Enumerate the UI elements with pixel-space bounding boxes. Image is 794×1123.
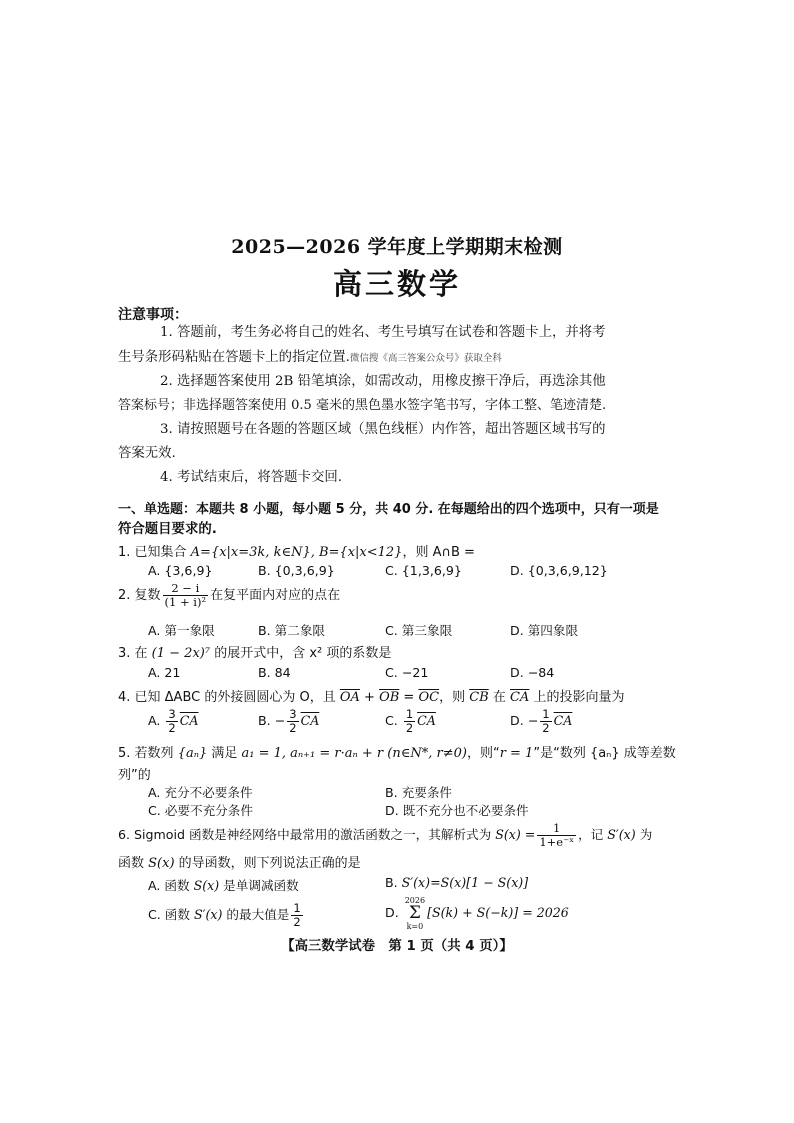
question-5-line2: 列”的 — [118, 768, 151, 783]
sigma-icon: Σ — [408, 903, 421, 923]
q4-stem-c: 在 — [488, 690, 510, 705]
question-1-stem — [118, 541, 475, 560]
q3-option-d: D. −84 — [510, 665, 555, 680]
q5-option-d: D. 既不充分也不必要条件 — [385, 803, 529, 818]
q6-line2-sx: S(x) — [148, 856, 175, 871]
q4-vector-oa: $\overline{OA}$ — [339, 690, 360, 705]
question-4-stem — [118, 686, 624, 705]
note-2-line2: 答案标号；非选择题答案使用 0.5 毫米的黑色墨水签字笔书写，字体工整、笔迹清楚. — [118, 398, 607, 413]
q6-line2-a: 函数 — [118, 856, 149, 871]
q4-opt-c-label: C. — [385, 713, 398, 728]
q4-vector-ob: $\overline{OB}$ — [379, 690, 400, 705]
question-3-stem — [118, 642, 391, 661]
q4-equals: = — [399, 690, 419, 705]
q6-option-a — [148, 875, 299, 894]
note-1-line2-text: 生号条形码粘贴在答题卡上的指定位置. — [118, 350, 350, 365]
q5-stem-a: 5. 若数列 — [118, 746, 178, 761]
q4-stem-a: 4. 已知 ΔABC 的外接圆圆心为 O，且 — [118, 690, 340, 705]
q4-option-b — [258, 708, 319, 735]
question-2-stem — [118, 582, 340, 609]
q6-sprime: S′(x) — [607, 827, 636, 842]
q6-sigmoid-fraction — [537, 822, 576, 849]
q1-option-a: A. {3,6,9} — [148, 563, 213, 578]
note-3-line1: 3. 请按照题号在各题的答题区域（黑色线框）内作答，超出答题区域书写的 — [160, 422, 606, 437]
q4-opt-b-num: 3 — [289, 707, 297, 721]
q4-opt-b-vector: $\overline{CA}$ — [300, 713, 320, 728]
q6-stem-a: 6. Sigmoid 函数是神经网络中最常用的激活函数之一，其解析式为 — [118, 827, 496, 842]
note-2-line1: 2. 选择题答案使用 2B 铅笔填涂，如需改动，用橡皮擦干净后，再选涂其他 — [160, 374, 606, 389]
q4-opt-c-num: 1 — [405, 707, 414, 721]
q1-option-b: B. {0,3,6,9} — [258, 563, 335, 578]
q5-stem-d: ”是“数列 {aₙ} 成等差数 — [533, 746, 676, 761]
q6-option-b — [385, 875, 528, 890]
q4-stem-b: ，则 — [439, 690, 470, 705]
q1-sets: A={x|x=3k, k∈N}, B={x|x<12} — [190, 545, 403, 560]
q3-stem-a: 3. 在 — [118, 646, 152, 661]
q4-option-a — [148, 708, 198, 735]
q6-option-c — [148, 902, 305, 929]
exam-title: 2025—2026 学年度上学期期末检测 — [231, 236, 563, 258]
q4-opt-a-fraction — [166, 708, 177, 735]
q4-opt-d-vector: $\overline{CA}$ — [553, 713, 573, 728]
q2-fraction — [163, 582, 209, 609]
q6-option-d — [385, 896, 569, 931]
q1-stem-b: ，则 A∩B = — [402, 545, 475, 560]
q4-stem-d: 上的投影向量为 — [529, 690, 625, 705]
q4-plus: + — [359, 690, 380, 705]
q4-opt-b-sign: − — [274, 713, 286, 728]
q6-opt-b-label: B. — [385, 875, 402, 890]
q6-opt-a-math: S(x) — [193, 878, 220, 893]
watermark-text: 微信搜《高三答案公众号》获取全科 — [349, 353, 502, 364]
q1-option-c: C. {1,3,6,9} — [385, 563, 462, 578]
q3-option-c: C. −21 — [385, 665, 429, 680]
q6-summation — [405, 896, 425, 931]
q5-option-c: C. 必要不充分条件 — [148, 803, 253, 818]
q4-opt-d-den: 2 — [542, 721, 550, 735]
q5-condition: a₁ = 1, aₙ₊₁ = r·aₙ + r (n∈N*, r≠0) — [241, 746, 467, 761]
q4-option-c — [385, 708, 436, 735]
q4-opt-c-vector: $\overline{CA}$ — [417, 713, 436, 728]
q6-opt-b-math: S′(x)=S(x)[1 − S(x)] — [401, 875, 529, 890]
q5-stem-c: ，则“ — [466, 746, 500, 761]
q6-stem-c: 为 — [635, 827, 653, 842]
q6-opt-a-text-a: A. 函数 — [148, 878, 194, 893]
q3-option-a: A. 21 — [148, 665, 181, 680]
q4-opt-d-fraction — [540, 708, 551, 735]
note-1-line1: 1. 答题前，考生务必将自己的姓名、考生号填写在试卷和答题卡上，并将考 — [160, 325, 606, 340]
q1-option-d: D. {0,3,6,9,12} — [510, 563, 608, 578]
q4-opt-a-den: 2 — [168, 721, 176, 735]
q4-opt-a-vector: $\overline{CA}$ — [179, 713, 199, 728]
q6-opt-c-den: 2 — [293, 915, 301, 929]
q6-opt-c-text-a: C. 函数 — [148, 907, 194, 922]
q6-opt-c-num: 1 — [293, 901, 301, 915]
question-5-line1 — [118, 742, 676, 761]
q4-opt-d-label: D. — [510, 713, 524, 728]
q4-opt-c-den: 2 — [405, 721, 414, 735]
q2-stem-b: 在复平面内对应的点在 — [210, 588, 341, 603]
q4-vector-ca: $\overline{CA}$ — [509, 690, 530, 705]
note-1-line2 — [118, 345, 502, 372]
q2-stem-a: 2. 复数 — [118, 588, 161, 603]
q5-r-equals-1: r = 1 — [499, 746, 534, 761]
q6-stem-b: ，记 — [578, 827, 608, 842]
q6-opt-c-fraction — [291, 902, 302, 929]
q2-option-a: A. 第一象限 — [148, 623, 215, 638]
q4-option-d — [510, 708, 572, 735]
q5-option-a: A. 充分不必要条件 — [148, 785, 253, 800]
note-4: 4. 考试结束后，将答题卡交回. — [160, 470, 342, 485]
notes-heading: 注意事项： — [118, 307, 188, 323]
q6-den: 1+e⁻ˣ — [539, 835, 575, 849]
q5-sequence: {aₙ} — [177, 746, 208, 761]
page-footer: 【高三数学试卷 第 1 页（共 4 页）】 — [281, 939, 513, 954]
q6-line2-b: 的导函数，则下列说法正确的是 — [174, 856, 361, 871]
q2-option-d: D. 第四象限 — [510, 623, 579, 638]
q6-opt-a-text-b: 是单调减函数 — [219, 878, 299, 893]
subject-title: 高三数学 — [332, 267, 461, 301]
q4-opt-a-label: A. — [148, 713, 161, 728]
q6-sx: S(x) = — [495, 827, 536, 842]
q5-stem-b: 满足 — [207, 746, 242, 761]
q5-option-b: B. 充要条件 — [385, 785, 453, 800]
q6-num: 1 — [537, 822, 576, 836]
q4-opt-d-sign: − — [527, 713, 539, 728]
q4-opt-b-den: 2 — [289, 721, 297, 735]
section-1-line1: 一、单选题：本题共 8 小题，每小题 5 分，共 40 分. 在每题给出的四个选项中，只有一项是 — [118, 502, 659, 517]
section-1-line2: 符合题目要求的. — [118, 522, 217, 537]
q4-opt-d-num: 1 — [542, 707, 550, 721]
q2-numerator: 2 − i — [163, 582, 209, 596]
q2-option-b: B. 第二象限 — [258, 623, 326, 638]
note-3-line2: 答案无效. — [118, 446, 176, 461]
q6-opt-c-math: S′(x) — [194, 907, 223, 922]
q4-opt-b-label: B. — [258, 713, 271, 728]
q4-opt-a-num: 3 — [168, 707, 176, 721]
q4-opt-c-fraction — [404, 708, 415, 735]
q2-option-c: C. 第三象限 — [385, 623, 453, 638]
q1-stem-a: 1. 已知集合 — [118, 545, 191, 560]
q6-opt-d-label: D. — [385, 905, 403, 920]
q3-option-b: B. 84 — [258, 665, 291, 680]
question-6-line2 — [118, 852, 361, 871]
q4-vector-cb: $\overline{CB}$ — [469, 690, 489, 705]
q6-opt-d-math: [S(k) + S(−k)] = 2026 — [427, 905, 569, 920]
q4-opt-b-fraction — [287, 708, 298, 735]
q6-sum-upper: 2026 — [404, 896, 426, 905]
question-6-line1 — [118, 822, 652, 849]
q6-opt-c-text-b: 的最大值是 — [222, 907, 290, 922]
q6-sum-lower: k=0 — [406, 922, 424, 931]
q3-binomial: (1 − 2x)⁷ — [151, 646, 211, 661]
q2-denominator: (1 + i)² — [164, 595, 207, 609]
q3-stem-b: 的展开式中，含 x² 项的系数是 — [210, 646, 392, 661]
q4-vector-oc: $\overline{OC}$ — [418, 690, 440, 705]
